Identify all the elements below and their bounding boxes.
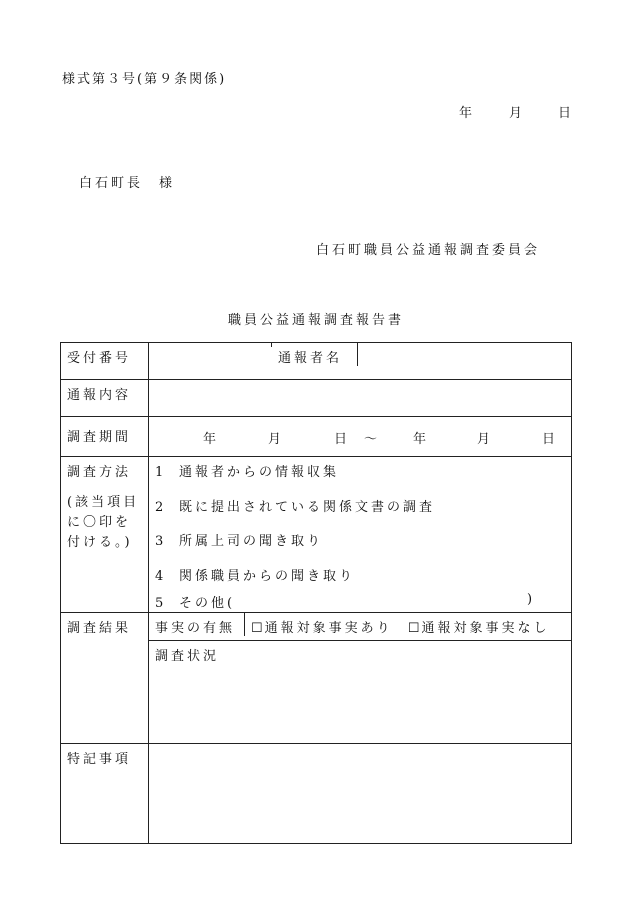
report-form-table xyxy=(60,342,572,844)
investigation-method-label: 調査方法 xyxy=(67,465,132,480)
period-start-year: 年 xyxy=(203,432,220,447)
method-text: 通報者からの情報収集 xyxy=(179,465,340,480)
method-option-5[interactable] xyxy=(155,592,567,611)
receipt-number-field[interactable] xyxy=(149,343,272,347)
reporter-name-field[interactable] xyxy=(358,343,571,347)
option-fact-no[interactable] xyxy=(408,621,550,636)
sender-committee: 白石町職員公益通報調査委員会 xyxy=(316,243,541,258)
method-number: 4 xyxy=(155,569,164,584)
period-start-day: 日 xyxy=(334,432,351,447)
report-content-label: 通報内容 xyxy=(61,380,149,417)
option-fact-yes[interactable] xyxy=(251,621,393,636)
method-options xyxy=(149,457,571,612)
method-row xyxy=(61,457,572,613)
date-month-label: 月 xyxy=(509,106,526,121)
result-row xyxy=(61,613,572,641)
method-option-4[interactable] xyxy=(155,565,355,584)
option-fact-yes-label: 通報対象事実あり xyxy=(264,621,393,636)
method-number: 5 xyxy=(155,596,164,611)
method-note-line2: に〇印を xyxy=(67,515,132,530)
method-note-line3: 付ける。) xyxy=(67,535,133,550)
receipt-number-label: 受付番号 xyxy=(61,343,149,380)
method-note-line1: (該当項目 xyxy=(67,495,140,510)
special-remarks-label: 特記事項 xyxy=(61,744,149,844)
method-other-close-paren: ) xyxy=(527,592,536,607)
document-title: 職員公益通報調査報告書 xyxy=(228,313,405,328)
date-day-label: 日 xyxy=(558,106,575,121)
method-text: 所属上司の聞き取り xyxy=(179,534,324,549)
investigation-result-label: 調査結果 xyxy=(61,613,149,744)
method-text: 既に提出されている関係文書の調査 xyxy=(179,500,436,515)
checkbox-icon[interactable]: ☐ xyxy=(407,621,420,636)
method-text: その他( xyxy=(179,596,236,611)
investigation-status-label: 調査状況 xyxy=(155,649,220,664)
reporter-name-label: 通報者名 xyxy=(272,343,358,366)
method-number: 2 xyxy=(155,500,164,515)
content-row xyxy=(61,380,572,417)
period-end-day: 日 xyxy=(542,432,559,447)
addressee: 白石町長 様 xyxy=(79,176,176,191)
special-remarks-field[interactable] xyxy=(149,744,572,844)
period-end-month: 月 xyxy=(477,432,494,447)
method-option-3[interactable] xyxy=(155,530,323,549)
fact-presence-label: 事実の有無 xyxy=(149,613,245,636)
method-text: 関係職員からの聞き取り xyxy=(179,569,356,584)
receipt-row xyxy=(61,343,572,380)
investigation-status-field[interactable] xyxy=(149,641,572,744)
investigation-period-label: 調査期間 xyxy=(61,417,149,457)
period-start-month: 月 xyxy=(268,432,285,447)
remarks-row xyxy=(61,744,572,844)
period-row xyxy=(61,417,572,457)
date-year-label: 年 xyxy=(459,106,476,121)
investigation-period-field[interactable] xyxy=(149,417,571,456)
form-number: 様式第３号(第９条関係) xyxy=(62,72,227,87)
report-content-field[interactable] xyxy=(149,380,572,417)
period-tilde: ～ xyxy=(364,432,381,447)
period-end-year: 年 xyxy=(413,432,430,447)
option-fact-no-label: 通報対象事実なし xyxy=(421,621,550,636)
method-option-2[interactable] xyxy=(155,496,435,515)
method-option-1[interactable] xyxy=(155,461,339,480)
method-number: 1 xyxy=(155,465,164,480)
method-number: 3 xyxy=(155,534,164,549)
checkbox-icon[interactable]: ☐ xyxy=(251,621,263,636)
